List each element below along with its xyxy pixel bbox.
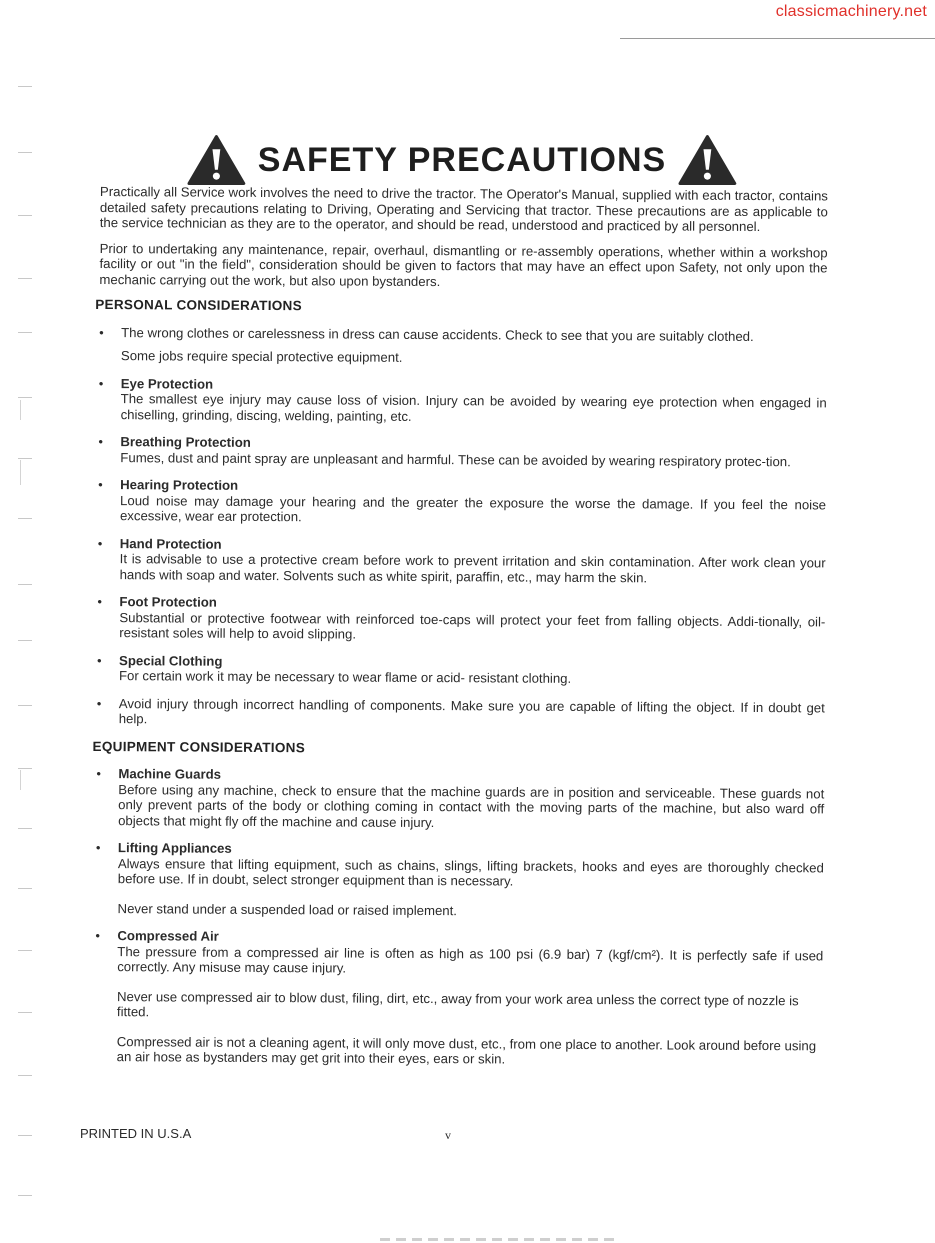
item-body: Substantial or protective footwear with reinforced toe-caps will protect your feet from falling objects. Addi-tionally, oil-resistant soles will help to avoid slipping. — [119, 609, 826, 642]
list-item — [98, 535, 826, 586]
item-note: Some jobs require special protective equipment. — [120, 348, 403, 365]
list-item — [97, 594, 825, 645]
margin-tick — [18, 278, 32, 279]
margin-tick — [20, 460, 21, 485]
scan-artifact — [380, 1238, 620, 1241]
bullet-icon: • — [95, 839, 101, 856]
bullet-icon: • — [97, 593, 103, 610]
margin-tick — [18, 950, 32, 951]
top-rule — [620, 38, 935, 39]
item-title: Eye Protection — [120, 375, 214, 392]
bullet-icon: • — [99, 324, 104, 340]
margin-tick — [18, 705, 32, 706]
binder-margin-marks — [0, 0, 40, 1243]
page-title: SAFETY PRECAUTIONS — [257, 140, 667, 179]
item-title: Breathing Protection — [120, 434, 251, 450]
margin-tick — [18, 768, 32, 769]
bullet-icon: • — [95, 927, 101, 944]
intro-paragraph: Prior to undertaking any maintenance, repair, overhaul, dismantling or re-assembly operations, whether within a workshop facility or out "in the field", consideration should be given to factors that may have an effect upon Safety, not only upon the mechanic carrying out the work, but also upon bystanders. — [99, 240, 828, 289]
item-body: Fumes, dust and paint spray are unpleasant and harmful. These can be avoided by wearing respiratory protec-tion. — [120, 449, 791, 469]
item-note: Never use compressed air to blow dust, filing, dirt, etc., away from your work area unless the correct type of nozzle is fitted. — [116, 988, 799, 1020]
item-title: Special Clothing — [119, 652, 223, 669]
margin-tick — [18, 86, 32, 87]
item-title: Lifting Appliances — [117, 840, 232, 856]
section-heading-personal: PERSONAL CONSIDERATIONS — [95, 296, 302, 314]
margin-tick — [18, 458, 32, 459]
list-item — [99, 324, 827, 367]
item-note: Never stand under a suspended load or raised implement. — [117, 900, 458, 918]
item-body: Avoid injury through incorrect handling of components. Make sure you are capable of lifting the object. If in doubt get help. — [118, 695, 825, 727]
item-title: Machine Guards — [118, 766, 222, 782]
margin-tick — [18, 888, 32, 889]
printed-in-label: PRINTED IN U.S.A — [80, 1126, 192, 1141]
item-body: For certain work it may be necessary to wear flame or acid- resistant clothing. — [118, 668, 572, 686]
list-item — [99, 375, 827, 426]
item-body: It is advisable to use a protective cream before work to prevent irritation and skin contamination. After work clean your hands with soap and water. Solvents such as white spirit, paraffin, etc., may harm the skin. — [119, 551, 826, 585]
section-heading-equipment: EQUIPMENT CONSIDERATIONS — [92, 738, 306, 755]
margin-tick — [18, 152, 32, 153]
warning-triangle-icon — [678, 134, 737, 186]
bullet-icon: • — [97, 652, 102, 668]
margin-tick — [20, 770, 21, 790]
margin-tick — [18, 332, 32, 333]
item-title: Compressed Air — [117, 928, 219, 944]
watermark-link[interactable]: classicmachinery.net — [775, 3, 927, 20]
intro-paragraph: Practically all Service work involves the need to drive the tractor. The Operator's Manual, supplied with each tractor, contains detailed safety precautions relating to Driving, Operating and Servicing that tractor. These precautions are as applicable to the service technician as they are to the operator, and should be read, understood and practiced by all personnel. — [99, 184, 828, 235]
bullet-icon: • — [96, 695, 102, 711]
list-item — [96, 840, 824, 920]
margin-tick — [18, 1075, 32, 1076]
warning-triangle-icon — [187, 134, 246, 186]
bullet-icon: • — [98, 375, 104, 391]
item-body: Always ensure that lifting equipment, such as chains, slings, lifting brackets, hooks and eyes are thoroughly checked before use. If in doubt, select stronger equipment than is necessary. — [117, 855, 824, 889]
item-title: Hand Protection — [119, 535, 222, 552]
bullet-icon: • — [98, 476, 103, 493]
item-body: The smallest eye injury may cause loss of vision. Injury can be avoided by wearing eye protection when engaged in chiselling, grinding, discing, welding, painting, etc. — [120, 391, 827, 424]
bullet-icon: • — [98, 433, 104, 450]
list-item — [97, 652, 825, 687]
list-item — [97, 695, 825, 730]
item-title: Hearing Protection — [120, 477, 239, 493]
list-item — [96, 766, 824, 832]
list-item — [95, 928, 824, 1069]
margin-tick — [18, 828, 32, 829]
item-body: The pressure from a compressed air line is often as high as 100 psi (6.9 bar) 7 (kgf/cm²). It is perfectly safe if used correctly. Any misuse may cause injury. — [117, 943, 824, 976]
item-body: The wrong clothes or carelessness in dress can cause accidents. Check to see that you are suitably clothed. — [121, 324, 754, 344]
margin-tick — [18, 1195, 32, 1196]
margin-tick — [18, 397, 32, 398]
item-body: Before using any machine, check to ensure that the machine guards are in position and serviceable. These guards not only prevent parts of the body or clothing coming in contact with the moving parts of the machine, but also ward off objects that might fly off the machine and cause injury. — [118, 781, 825, 830]
list-item — [98, 434, 826, 469]
page-header — [187, 132, 737, 188]
document-body — [92, 184, 828, 1081]
margin-tick — [18, 1135, 32, 1136]
page-number: v — [445, 1128, 451, 1142]
margin-tick — [18, 215, 32, 216]
bullet-icon: • — [97, 535, 103, 551]
margin-tick — [18, 640, 32, 641]
margin-tick — [18, 584, 32, 585]
item-body: Loud noise may damage your hearing and the greater the exposure the worse the damage. If you feel the noise excessive, wear ear protection. — [119, 492, 827, 525]
item-note: Compressed air is not a cleaning agent, it will only move dust, etc., from one place to another. Look around before using an air hose as bystanders may get grit into their eyes, ears or skin. — [116, 1033, 817, 1067]
list-item — [98, 477, 826, 528]
bullet-icon: • — [96, 765, 102, 782]
margin-tick — [18, 1012, 32, 1013]
item-title: Foot Protection — [119, 594, 217, 610]
margin-tick — [20, 400, 21, 420]
margin-tick — [18, 518, 32, 519]
